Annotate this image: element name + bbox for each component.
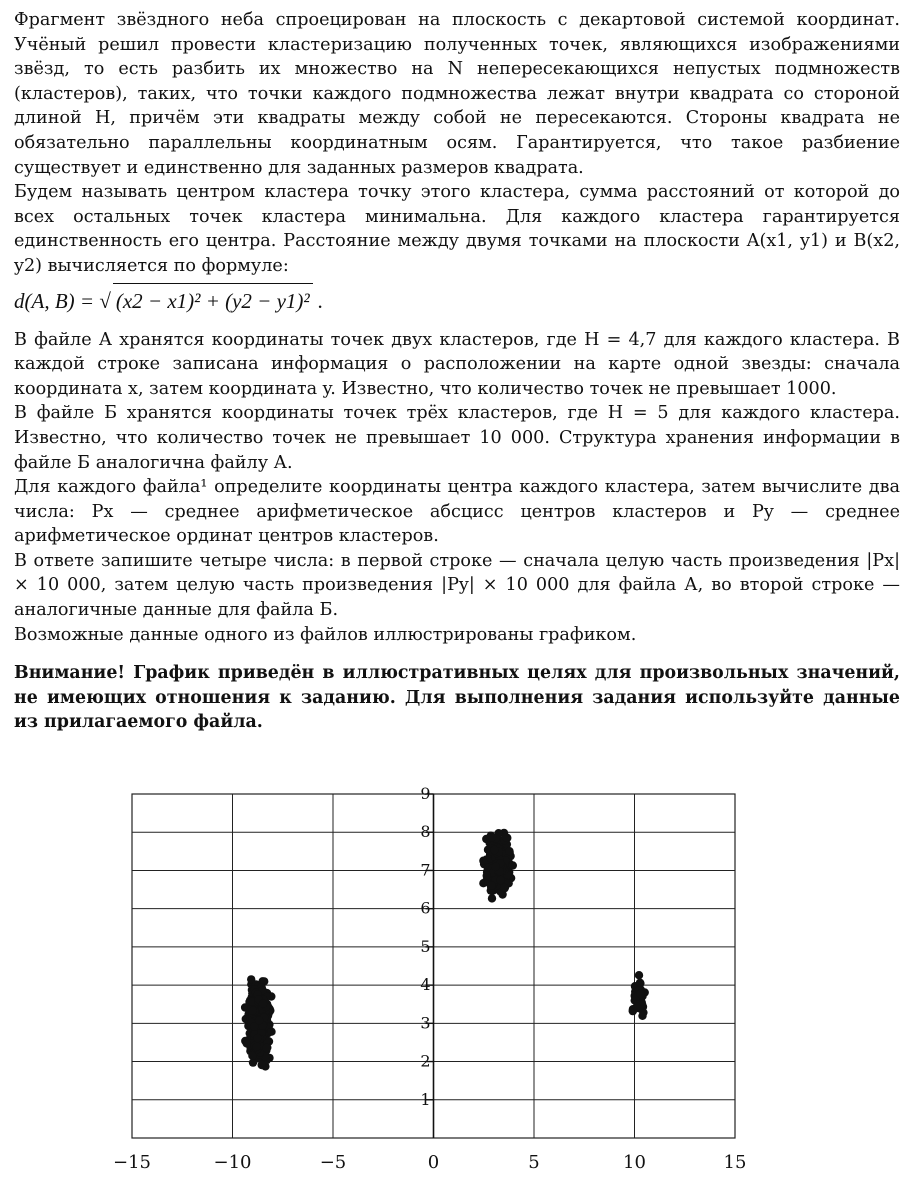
y-tick-label: 4 <box>420 975 431 995</box>
star-point <box>249 1007 257 1015</box>
paragraph-intro: Фрагмент звёздного неба спроецирован на плоскость с декартовой системой координат. Учёный решил провести кластеризацию полученных точек, являющихся изображениями звёзд, то есть разбить их множество на N непересекающихся непустых подмножеств (кластеров), таких, что точки каждого подмножества лежат внутри квадрата со стороной длиной H, причём эти квадраты между собой не пересекаются. Стороны квадрата не обязательно параллельны координатным осям. Гарантируется, что такое разбиение существует и единственно для заданных размеров квадрата. <box>14 10 900 178</box>
paragraph-file-a: В файле А хранятся координаты точек двух кластеров, где H = 4,7 для каждого кластера. В каждой строке записана информация о расположении на карте одной звезды: сначала координата x, затем координата y. Известно, что количество точек не превышает 1000. <box>14 329 900 399</box>
formula-end: . <box>317 288 324 313</box>
x-tick-label: 0 <box>427 1152 440 1173</box>
scatter-plot-svg <box>100 786 760 1186</box>
x-tick-label: 10 <box>623 1152 646 1173</box>
star-point <box>262 1044 270 1052</box>
star-point <box>635 971 643 979</box>
paragraph-answer-format: В ответе запишите четыре числа: в первой строке — сначала целую часть произведения |Px| × 10 000, затем целую часть произведения |Py| × 10 000 для файла А, во второй строке — аналогичные данные для файла Б. <box>14 550 900 621</box>
star-point <box>636 990 644 998</box>
star-point <box>505 847 513 855</box>
star-point <box>243 1039 251 1047</box>
paragraph-task: Для каждого файла¹ определите координаты центра каждого кластера, затем вычислите два числа: Px — среднее арифметическое абсцисс центров кластеров и Py — среднее арифметическое ординат центров кластеров. <box>14 477 900 547</box>
star-point <box>502 833 510 841</box>
formula-rhs: (x2 − x1)² + (y2 − y1)² <box>113 283 313 318</box>
y-tick-label: 5 <box>420 936 431 956</box>
paragraph-file-b: В файле Б хранятся координаты точек трёх кластеров, где H = 5 для каждого кластера. Известно, что количество точек не превышает 10 000. Структура хранения информации в файле Б аналогична файлу А. <box>14 403 900 473</box>
star-point <box>636 979 644 987</box>
star-point <box>496 876 504 884</box>
formula-lhs: d(A, B) = <box>14 288 95 313</box>
x-tick-label: 15 <box>723 1152 747 1173</box>
paragraph-illustration-note: Возможные данные одного из файлов иллюстрированы графиком. <box>14 624 637 645</box>
star-point <box>488 833 496 841</box>
star-point <box>259 1000 267 1008</box>
formula-sqrt-sign: √ <box>99 288 111 313</box>
cluster-scatter-chart <box>100 786 760 1186</box>
star-point <box>500 884 508 892</box>
task-text <box>14 8 900 735</box>
star-point <box>638 1012 646 1020</box>
star-point <box>483 872 491 880</box>
y-tick-label: 7 <box>420 860 431 880</box>
y-tick-label: 3 <box>420 1013 431 1033</box>
star-point <box>267 1028 275 1036</box>
star-point <box>253 1034 261 1042</box>
star-point <box>509 861 517 869</box>
star-point <box>255 1016 263 1024</box>
star-point <box>488 894 496 902</box>
star-point <box>258 1061 266 1069</box>
y-tick-label: 8 <box>420 822 431 842</box>
y-tick-label: 1 <box>420 1089 431 1109</box>
warning-note: Внимание! График приведён в иллюстративных целях для произвольных значений, не имеющих отношения к заданию. Для выполнения задания используйте данные из прилагаемого файла. <box>14 663 900 733</box>
distance-formula <box>14 283 900 318</box>
star-point <box>492 863 500 871</box>
x-tick-label: −10 <box>213 1152 252 1173</box>
star-point <box>487 881 495 889</box>
y-tick-label: 2 <box>420 1051 431 1071</box>
paragraph-center-definition: Будем называть центром кластера точку этого кластера, сумма расстояний от которой до всех остальных точек кластера минимальна. Для каждого кластера гарантируется единственность его центра. Расстояние между двумя точками на плоскости A(x1, y1) и B(x2, y2) вычисляется по формуле: <box>14 182 900 276</box>
x-tick-label: −5 <box>319 1152 347 1173</box>
y-tick-label: 6 <box>420 898 431 918</box>
x-tick-label: 5 <box>528 1152 540 1173</box>
y-tick-label: 9 <box>420 786 431 803</box>
star-point <box>490 846 498 854</box>
star-point <box>253 1043 261 1051</box>
star-point <box>633 1002 641 1010</box>
x-tick-label: −15 <box>113 1152 151 1173</box>
